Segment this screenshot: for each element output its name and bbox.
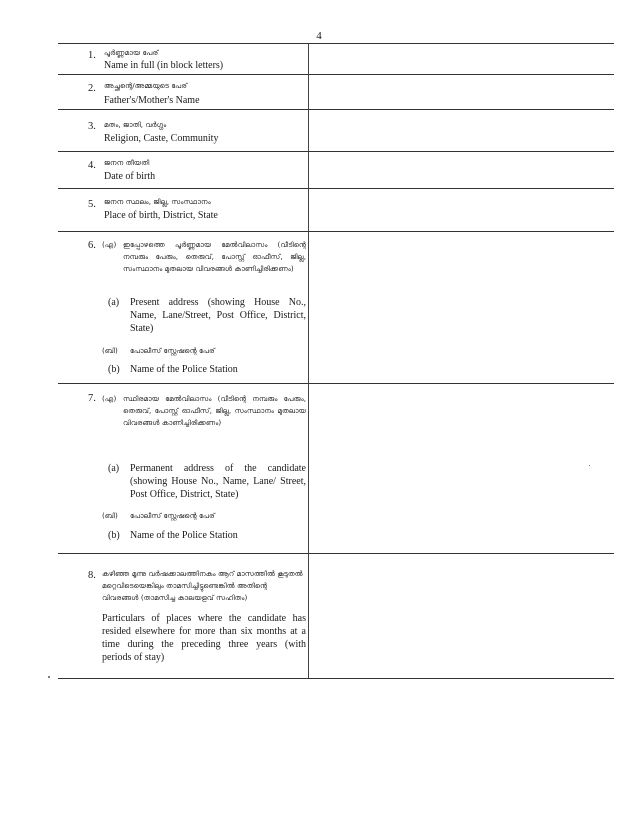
form-row-parent-name [58, 74, 614, 110]
form-row-place-of-birth [58, 188, 614, 232]
permanent-address-label-english: Permanent address of the candidate (showing House No., Name, Lane/ Street, Post Office, District, State) [130, 463, 306, 500]
field-label-cell [58, 554, 306, 678]
field-label-english: Name in full (in block letters) [104, 60, 224, 71]
police-station-label-english: Name of the Police Station [130, 530, 238, 541]
field-label-malayalam: പൂർണ്ണമായ പേര് [104, 48, 159, 57]
form-row-permanent-address [58, 383, 614, 554]
field-number: 8. [88, 570, 96, 581]
religion-entry-cell[interactable] [308, 110, 615, 152]
field-number: 2. [88, 83, 96, 94]
residence-particulars-label-malayalam: കഴിഞ്ഞ മൂന്നു വർഷക്കാലത്തിനകം ആറ് മാസത്തിൽ കൂടുതൽ മറ്റെവിടെയെങ്കിലും താമസിച്ചിട്ടുണ്ടെങ്കിൽ അതിന്റെ വിവരങ്ങൾ (താമസിച്ച കാലയളവ് സഹിതം) [102, 569, 303, 602]
field-marker-english: (b) [108, 530, 120, 541]
place-of-birth-entry-cell[interactable] [308, 189, 615, 232]
field-number: 1. [88, 50, 96, 61]
police-station-label-malayalam: പോലീസ് സ്റ്റേഷന്റെ പേര് [130, 346, 215, 355]
field-label-cell [58, 189, 306, 232]
field-marker-malayalam: (എ) [102, 240, 117, 249]
page-number: 4 [316, 30, 322, 42]
field-label-cell [58, 75, 306, 110]
field-label-cell [58, 384, 306, 554]
present-address-label-malayalam: ഇപ്പോഴത്തെ പൂർണ്ണമായ മേൽവിലാസം (വീടിന്റെ നമ്പരും പേരും, തെരുവ്, പോസ്റ്റ് ഓഫീസ്, ജില്ല, സംസ്ഥാനം മുതലായ വിവരങ്ങൾ കാണിച്ചിരിക്കണം) [123, 240, 306, 273]
field-marker-malayalam: (ബി) [102, 511, 118, 520]
form-row-present-address [58, 231, 614, 384]
field-number: 5. [88, 199, 96, 210]
field-label-malayalam: ജനന സ്ഥലം, ജില്ല, സംസ്ഥാനം [104, 197, 211, 206]
form-row-name [58, 43, 614, 75]
form-row-religion [58, 109, 614, 152]
field-label-cell [58, 152, 306, 189]
field-label-cell [58, 110, 306, 152]
date-of-birth-entry-cell[interactable] [308, 152, 615, 189]
residence-particulars-entry-cell[interactable] [308, 554, 615, 678]
field-number: 4. [88, 160, 96, 171]
field-number: 3. [88, 121, 96, 132]
form-row-date-of-birth [58, 151, 614, 189]
present-address-label-english: Present address (showing House No., Name, Lane/Street, Post Office, District, State) [130, 297, 306, 334]
police-station-label-malayalam: പോലീസ് സ്റ്റേഷന്റെ പേര് [130, 511, 215, 520]
field-number: 7. [88, 393, 96, 404]
field-number: 6. [88, 240, 96, 251]
field-marker-malayalam: (ബി) [102, 346, 118, 355]
field-label-cell [58, 44, 306, 75]
scan-speck [48, 676, 50, 678]
field-label-english: Date of birth [104, 171, 156, 182]
form-row-residence-particulars [58, 553, 614, 679]
field-label-english: Father's/Mother's Name [104, 95, 200, 106]
permanent-address-entry-cell[interactable] [308, 384, 615, 554]
name-entry-cell[interactable] [308, 44, 615, 75]
permanent-address-label-malayalam: സ്ഥിരമായ മേൽവിലാസം (വീടിന്റെ നമ്പരും പേരും, തെരുവ്, പോസ്റ്റ് ഓഫീസ്, ജില്ല, സംസ്ഥാനം മുതലായ വിവരങ്ങൾ കാണിച്ചിരിക്കണം) [123, 394, 306, 427]
parent-name-entry-cell[interactable] [308, 75, 615, 110]
field-label-malayalam: മതം, ജാതി, വർഗ്ഗം [104, 120, 167, 129]
field-marker-english: (a) [108, 463, 120, 474]
police-station-label-english: Name of the Police Station [130, 364, 238, 375]
field-label-english: Religion, Caste, Community [104, 133, 219, 144]
field-label-malayalam: ജനന തീയതി [104, 158, 150, 167]
field-marker-english: (b) [108, 364, 120, 375]
residence-particulars-label-english: Particulars of places where the candidate has resided elsewhere for more than six months at a time during the preceding three years (with periods of stay) [102, 613, 306, 663]
present-address-entry-cell[interactable] [308, 232, 615, 384]
field-label-cell [58, 232, 306, 384]
field-marker-english: (a) [108, 297, 120, 308]
field-marker-malayalam: (എ) [102, 394, 117, 403]
scan-speck [589, 465, 590, 466]
field-label-english: Place of birth, District, State [104, 210, 218, 221]
field-label-malayalam: അച്ഛന്റെ/അമ്മയുടെ പേര് [104, 81, 188, 90]
